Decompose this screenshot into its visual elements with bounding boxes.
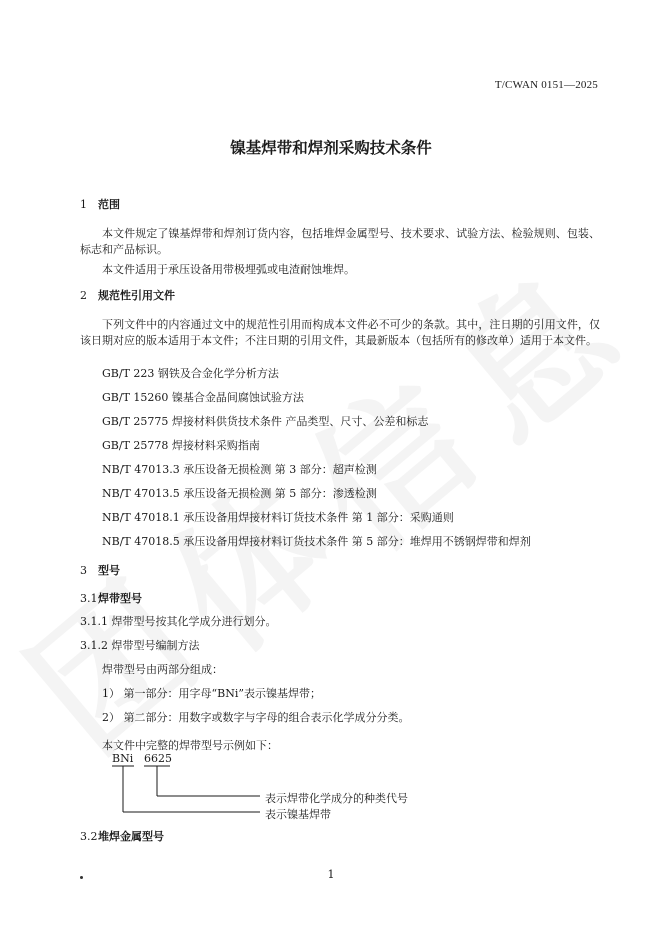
section-3-2-heading: 3.2堆焊金属型号 — [80, 830, 164, 843]
section-3-heading: 3 型号 — [80, 564, 120, 577]
reference-item: GB/T 25778 焊接材料采购指南 — [102, 439, 260, 452]
page-number: 1 — [327, 868, 335, 881]
clause-3-1-2-heading: 3.1.2 焊带型号编制方法 — [80, 639, 200, 652]
reference-item: NB/T 47018.5 承压设备用焊接材料订货技术条件 第 5 部分：堆焊用不锈钢焊带和焊剂 — [102, 535, 531, 548]
list-item: 1） 第一部分：用字母“BNi”表示镍基焊带； — [102, 687, 321, 700]
section-3-1-heading: 3.1焊带型号 — [80, 592, 142, 605]
reference-item: NB/T 47013.3 承压设备无损检测 第 3 部分：超声检测 — [102, 463, 377, 476]
designation-part-2: 6625 — [144, 752, 172, 765]
document-title: 镍基焊带和焊剂采购技术条件 — [230, 139, 432, 157]
reference-item: NB/T 47013.5 承压设备无损检测 第 5 部分：渗透检测 — [102, 487, 377, 500]
reference-item: GB/T 15260 镍基合金晶间腐蚀试验方法 — [102, 391, 304, 404]
standard-code: T/CWAN 0151—2025 — [494, 79, 598, 91]
reference-item: GB/T 223 钢铁及合金化学分析方法 — [102, 367, 279, 380]
designation-part-1-label: 表示镍基焊带 — [265, 808, 331, 821]
scope-paragraph-1: 本文件规定了镍基焊带和焊剂订货内容，包括堆焊金属型号、技术要求、试验方法、检验规则、包装、标志和产品标识。 — [80, 227, 600, 256]
clause-3-1-2-intro: 焊带型号由两部分组成： — [102, 663, 223, 676]
reference-item: NB/T 47018.1 承压设备用焊接材料订货技术条件 第 1 部分：采购通则 — [102, 511, 454, 524]
reference-item: GB/T 25775 焊接材料供货技术条件 产品类型、尺寸、公差和标志 — [102, 415, 429, 428]
section-2-heading: 2 规范性引用文件 — [80, 289, 175, 302]
designation-part-1: BNi — [112, 752, 134, 765]
model-designation-diagram — [110, 750, 450, 825]
footer-dot — [80, 876, 83, 879]
list-item: 2） 第二部分：用数字或数字与字母的组合表示化学成分分类。 — [102, 711, 410, 724]
clause-3-1-1: 3.1.1 焊带型号按其化学成分进行划分。 — [80, 615, 277, 628]
designation-part-2-label: 表示焊带化学成分的种类代号 — [265, 792, 408, 805]
section-1-heading: 1 范围 — [80, 198, 120, 211]
normative-references-paragraph: 下列文件中的内容通过文中的规范性引用而构成本文件必不可少的条款。其中，注日期的引用文件，仅该日期对应的版本适用于本文件；不注日期的引用文件，其最新版本（包括所有的修改单）适用于本文件。 — [80, 318, 600, 347]
scope-paragraph-2: 本文件适用于承压设备用带极埋弧或电渣耐蚀堆焊。 — [102, 263, 355, 276]
example-intro: 本文件中完整的焊带型号示例如下： — [102, 739, 278, 752]
